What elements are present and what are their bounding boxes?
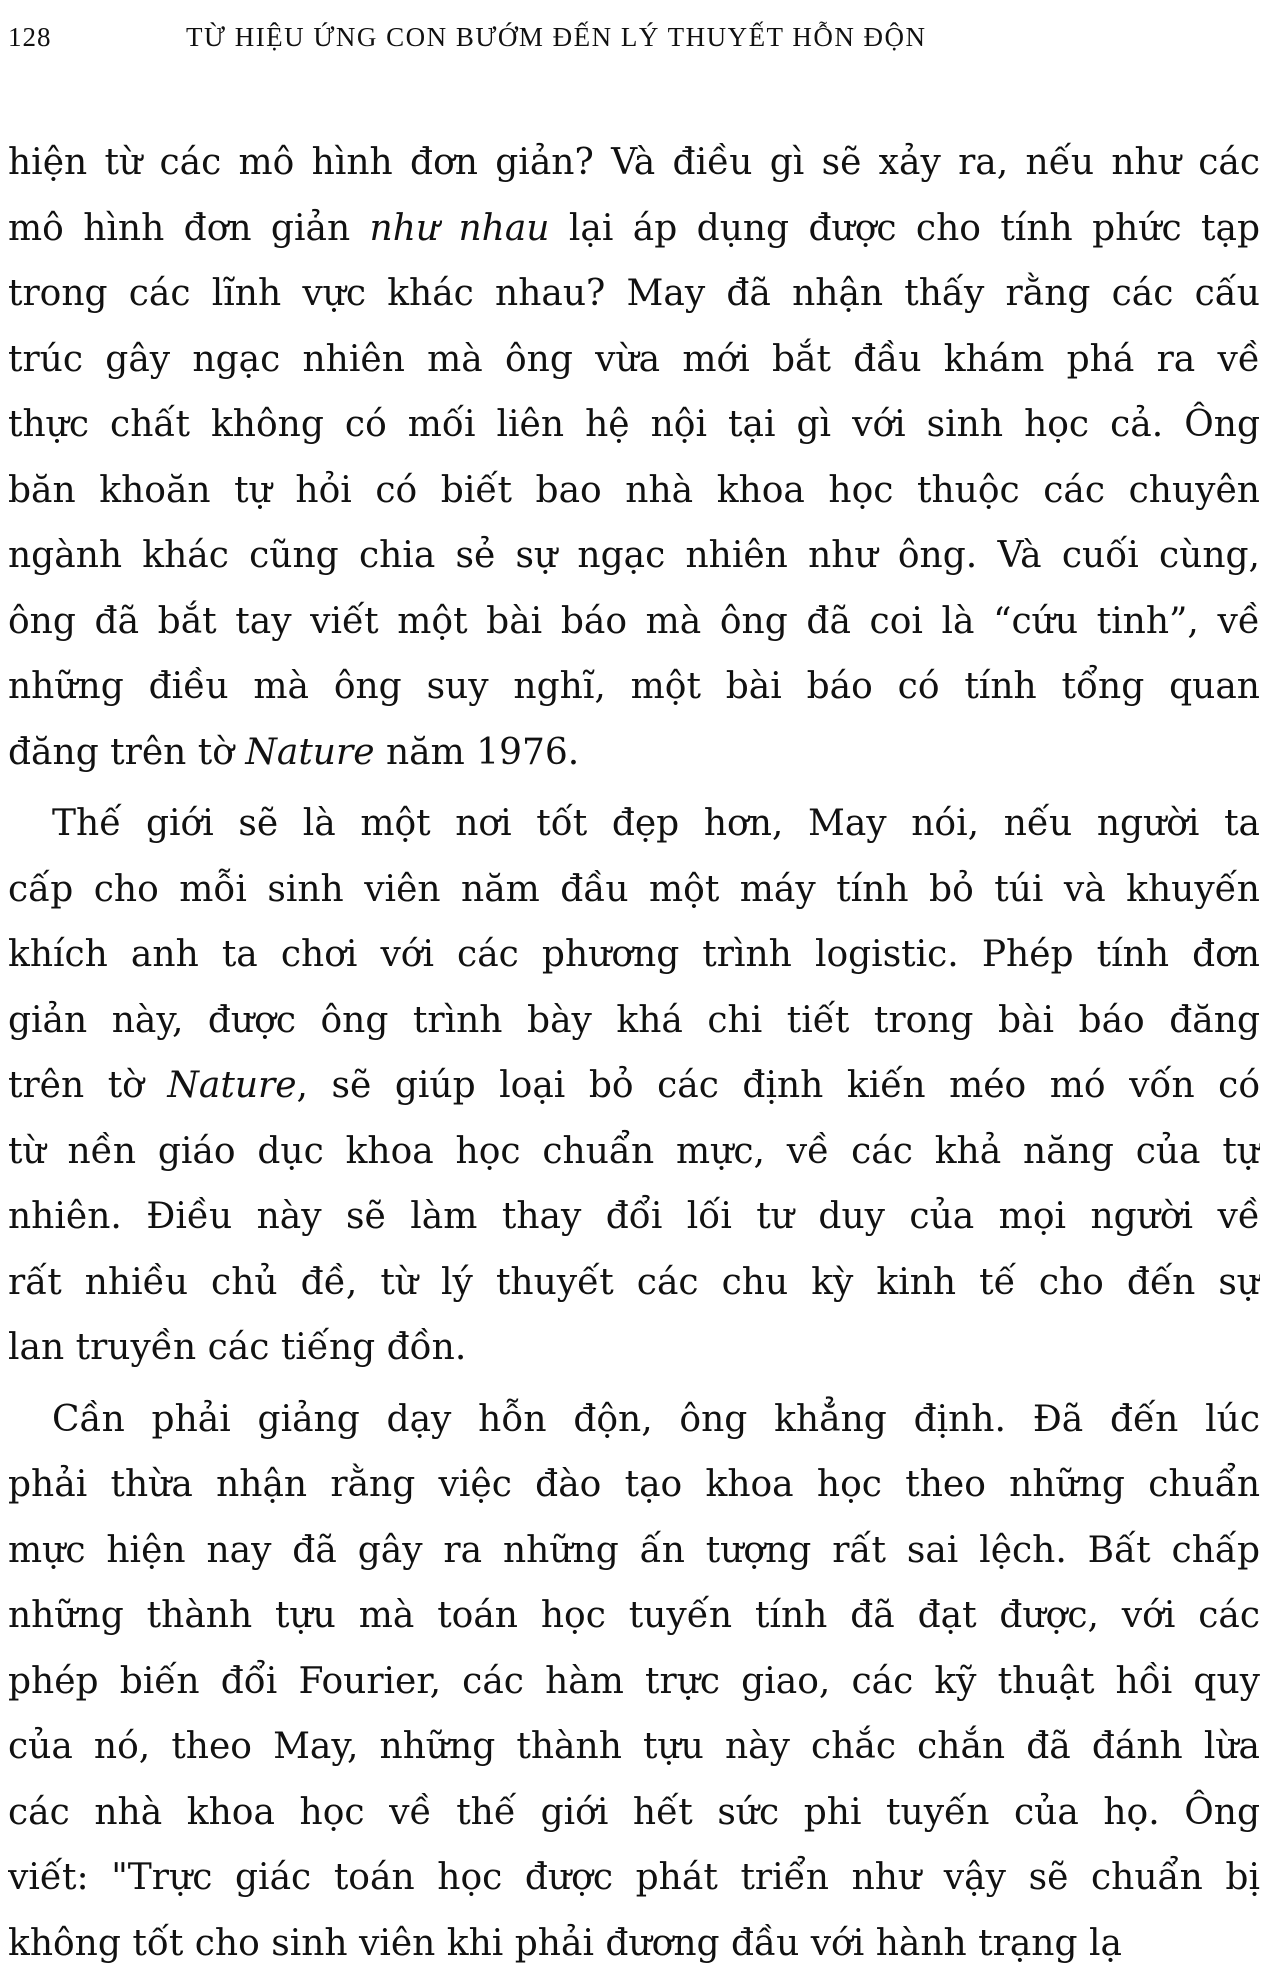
text-line xyxy=(8,857,1260,923)
text-run: , sẽ giúp loại bỏ các định kiến méo mó vốn có xyxy=(297,1065,1260,1106)
text-run: lại áp dụng được cho tính phức tạp xyxy=(550,208,1261,249)
text-run: khích anh ta chơi với các phương trình logistic. Phép tính đơn xyxy=(8,934,1260,975)
text-run: hiện từ các mô hình đơn giản? Và điều gì sẽ xảy ra, nếu như các xyxy=(8,142,1260,183)
text-run: thực chất không có mối liên hệ nội tại gì với sinh học cả. Ông xyxy=(8,404,1260,445)
text-run: nhiên. Điều này sẽ làm thay đổi lối tư duy của mọi người về xyxy=(8,1196,1260,1237)
text-line xyxy=(8,922,1260,988)
paragraph xyxy=(8,1387,1260,1976)
body-text xyxy=(8,130,1260,1976)
text-run: phải thừa nhận rằng việc đào tạo khoa học theo những chuẩn xyxy=(8,1464,1260,1505)
text-line xyxy=(8,1387,1260,1453)
text-line xyxy=(8,1452,1260,1518)
text-run: cấp cho mỗi sinh viên năm đầu một máy tính bỏ túi và khuyến xyxy=(8,869,1260,910)
text-run: mực hiện nay đã gây ra những ấn tượng rất sai lệch. Bất chấp xyxy=(8,1530,1260,1571)
paragraph xyxy=(8,791,1260,1381)
text-line xyxy=(8,1119,1260,1185)
text-run: trên tờ xyxy=(8,1065,167,1106)
text-line xyxy=(8,1583,1260,1649)
text-line xyxy=(8,1780,1260,1846)
text-line xyxy=(8,589,1260,655)
text-line xyxy=(8,327,1260,393)
text-run: các nhà khoa học về thế giới hết sức phi tuyến của họ. Ông xyxy=(8,1792,1260,1833)
paragraph xyxy=(8,130,1260,785)
text-run: trong các lĩnh vực khác nhau? May đã nhận thấy rằng các cấu xyxy=(8,273,1260,314)
text-run: của nó, theo May, những thành tựu này chắc chắn đã đánh lừa xyxy=(8,1726,1260,1767)
text-line xyxy=(8,392,1260,458)
text-line xyxy=(8,988,1260,1054)
text-line xyxy=(8,1714,1260,1780)
text-line xyxy=(8,1184,1260,1250)
text-line xyxy=(8,1911,1260,1976)
text-line xyxy=(8,458,1260,524)
page-header xyxy=(0,12,1280,72)
text-line xyxy=(8,523,1260,589)
italic-run: Nature xyxy=(245,732,374,773)
text-run: không tốt cho sinh viên khi phải đương đầu với hành trạng lạ xyxy=(8,1923,1122,1964)
text-line xyxy=(8,196,1260,262)
text-run: ngành khác cũng chia sẻ sự ngạc nhiên như ông. Và cuối cùng, xyxy=(8,535,1260,576)
text-line xyxy=(8,791,1260,857)
text-line xyxy=(8,1845,1260,1911)
italic-run: như nhau xyxy=(370,208,550,249)
italic-run: Nature xyxy=(167,1065,296,1106)
text-line xyxy=(8,1315,1260,1381)
text-line xyxy=(8,130,1260,196)
running-title: TỪ HIỆU ỨNG CON BƯỚM ĐẾN LÝ THUYẾT HỖN ĐỘN xyxy=(186,22,927,53)
text-run: băn khoăn tự hỏi có biết bao nhà khoa học thuộc các chuyên xyxy=(8,470,1260,511)
text-run: Cần phải giảng dạy hỗn độn, ông khẳng định. Đã đến lúc xyxy=(52,1399,1260,1440)
text-run: trúc gây ngạc nhiên mà ông vừa mới bắt đầu khám phá ra về xyxy=(8,339,1260,380)
text-run: phép biến đổi Fourier, các hàm trực giao, các kỹ thuật hồi quy xyxy=(8,1661,1260,1702)
text-run: viết: "Trực giác toán học được phát triển như vậy sẽ chuẩn bị xyxy=(8,1857,1260,1898)
text-run: năm 1976. xyxy=(375,732,580,773)
text-run: từ nền giáo dục khoa học chuẩn mực, về các khả năng của tự xyxy=(8,1131,1260,1172)
text-run: lan truyền các tiếng đồn. xyxy=(8,1327,466,1368)
page-number: 128 xyxy=(8,22,52,53)
text-run: đăng trên tờ xyxy=(8,732,245,773)
text-run: ông đã bắt tay viết một bài báo mà ông đã coi là “cứu tinh”, về xyxy=(8,601,1260,642)
text-line xyxy=(8,654,1260,720)
text-line xyxy=(8,1518,1260,1584)
text-run: những điều mà ông suy nghĩ, một bài báo có tính tổng quan xyxy=(8,666,1260,707)
text-line xyxy=(8,1250,1260,1316)
text-line xyxy=(8,1053,1260,1119)
text-run: giản này, được ông trình bày khá chi tiết trong bài báo đăng xyxy=(8,1000,1260,1041)
text-run: Thế giới sẽ là một nơi tốt đẹp hơn, May nói, nếu người ta xyxy=(52,803,1260,844)
text-line xyxy=(8,261,1260,327)
text-line xyxy=(8,720,1260,786)
text-run: những thành tựu mà toán học tuyến tính đã đạt được, với các xyxy=(8,1595,1260,1636)
text-run: mô hình đơn giản xyxy=(8,208,370,249)
text-run: rất nhiều chủ đề, từ lý thuyết các chu kỳ kinh tế cho đến sự xyxy=(8,1262,1260,1303)
text-line xyxy=(8,1649,1260,1715)
